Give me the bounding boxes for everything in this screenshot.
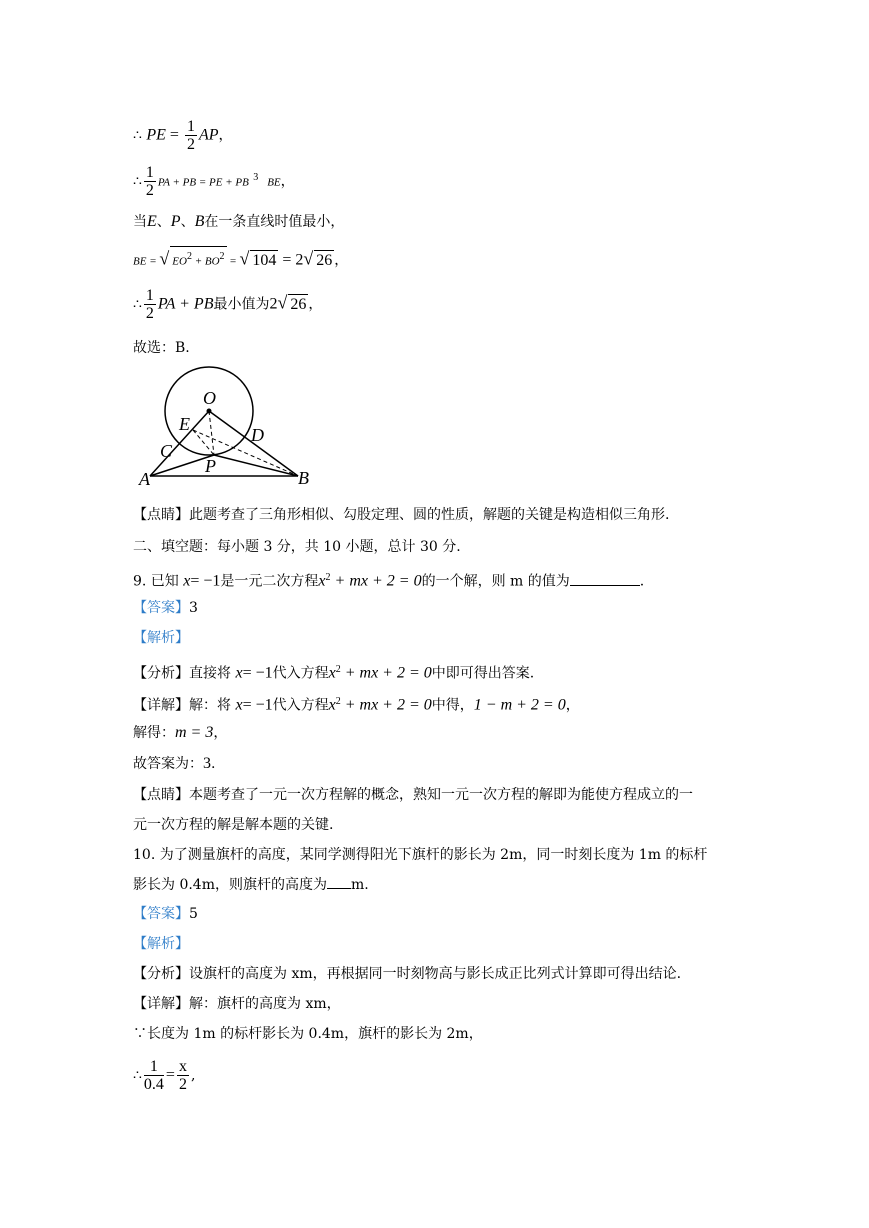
geometry-figure <box>130 360 320 490</box>
label-a: A <box>139 469 150 489</box>
question-10-line2: 影长为 0.4m，则旗杆的高度为 m. <box>133 874 369 895</box>
answer-10: 【答案】5 <box>133 906 198 922</box>
final-answer-9: 故答案为：3. <box>133 755 216 772</box>
dashed-ep <box>193 430 214 455</box>
formula-pe-half-ap: ∴ PE = $\frac{1}{2}$ AP， <box>133 118 233 153</box>
dianjing-note-2a: 【点睛】本题考查了一元一次方程解的概念，熟知一元一次方程的解即为能使方程成立的一 <box>133 787 693 803</box>
xiangjie-9: 【详解】解：将 x= −1代入方程$x^2$ + mx + 2 = 0中得，1 − m + 2 = 0， <box>133 696 580 714</box>
fenxi-9: 【分析】直接将 x= −1代入方程$x^2$ + mx + 2 = 0中即可得出答案. <box>133 664 535 682</box>
question-9: 9. 已知 x= −1是一元二次方程$x^2$ + mx + 2 = 0的一个解，则 m 的值为 . <box>133 572 645 590</box>
formula-inequality: ∴ $\frac{1}{2}$ PA + PB = PE + PB $^3$ BE， <box>133 164 295 199</box>
answer-choice: 故选：B. <box>133 340 190 356</box>
point-o <box>207 409 212 414</box>
analysis-heading-10: 【解析】 <box>133 936 189 952</box>
fenxi-10: 【分析】设旗杆的高度为 xm，再根据同一时刻物高与影长成正比列式计算即可得出结论. <box>133 966 682 982</box>
segment-pb <box>214 455 298 476</box>
analysis-heading-9: 【解析】 <box>133 630 189 646</box>
dianjing-note-1: 【点睛】此题考查了三角形相似、勾股定理、圆的性质，解题的关键是构造相似三角形. <box>133 507 670 523</box>
section-heading-fill-blank: 二、填空题：每小题 3 分，共 10 小题，总计 30 分. <box>133 539 461 555</box>
dashed-op <box>209 411 214 455</box>
question-10-line1: 10. 为了测量旗杆的高度，某同学测得阳光下旗杆的影长为 2m，同一时刻长度为 1m 的标杆 <box>133 847 708 863</box>
formula-min-value: ∴ $\frac{1}{2}$ PA + PB最小值为2√ 26 ， <box>133 287 323 322</box>
label-b: B <box>298 468 309 488</box>
label-p: P <box>205 456 216 476</box>
label-o: O <box>203 388 216 408</box>
dianjing-note-2b: 元一次方程的解是解本题的关键. <box>133 817 334 833</box>
formula-be-length: BE = √ $EO^2 + BO^2$ = √ 104 = 2√ 26 ， <box>133 246 348 272</box>
label-c: C <box>160 441 173 461</box>
proportion-formula: ∴ $\frac{1}{0.4}$ = $\frac{x}{2}$ , <box>133 1058 196 1093</box>
xiangjie-10: 【详解】解：旗杆的高度为 xm， <box>133 996 341 1012</box>
condition-collinear: 当E、P、B在一条直线时值最小， <box>133 213 345 230</box>
given-condition-10: ∵长度为 1m 的标杆影长为 0.4m，旗杆的影长为 2m， <box>133 1026 483 1042</box>
label-d: D <box>251 425 264 445</box>
answer-9: 【答案】3 <box>133 600 198 616</box>
label-e: E <box>179 414 190 434</box>
solution-m: 解得：m = 3， <box>133 724 228 741</box>
